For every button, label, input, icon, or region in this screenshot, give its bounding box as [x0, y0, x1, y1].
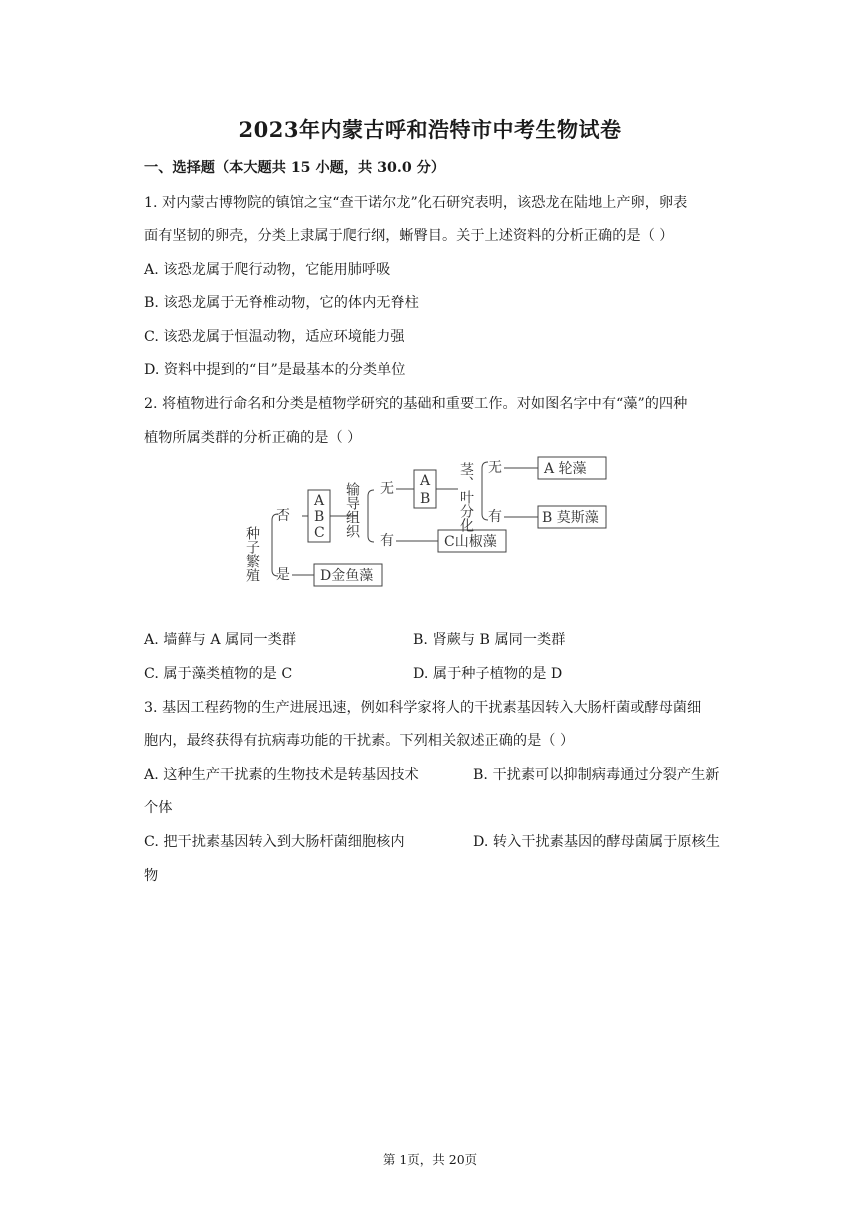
q1-option-b: B. 该恐龙属于无脊椎动物，它的体内无脊柱	[144, 295, 419, 311]
box-b-name: B 莫斯藻	[542, 510, 599, 526]
conducting-tissue-label: 输导组织	[344, 482, 360, 538]
box-d-name: D金鱼藻	[320, 568, 374, 584]
q3-option-d: D. 转入干扰素基因的酵母菌属于原核生	[473, 834, 720, 850]
q3-stem-line2: 胞内，最终获得有抗病毒功能的干扰素。下列相关叙述正确的是（ ）	[144, 733, 575, 749]
q3-options-row2	[144, 832, 744, 852]
q3-option-b: B. 干扰素可以抑制病毒通过分裂产生新	[473, 767, 720, 783]
q2-stem-line1: 2. 将植物进行命名和分类是植物学研究的基础和重要工作。对如图名字中有“藻”的四种	[144, 396, 688, 412]
q2-option-d: D. 属于种子植物的是 D	[413, 666, 563, 682]
conduct-no-label: 无	[380, 481, 394, 497]
box-abc-b: B	[314, 509, 325, 525]
branch-no-label: 否	[276, 508, 290, 524]
q2-options-row1	[144, 630, 744, 650]
box-c-name: C山椒藻	[444, 534, 497, 550]
conduct-yes-label: 有	[380, 533, 394, 549]
box-ab-b: B	[420, 491, 431, 507]
branch-yes-label: 是	[276, 567, 290, 583]
box-ab-a: A	[420, 473, 431, 489]
stem-leaf-label: 茎、叶分化	[458, 462, 474, 532]
q3-option-d-cont: 物	[144, 868, 159, 884]
q3-stem-line1: 3. 基因工程药物的生产进展迅速，例如科学家将人的干扰素基因转入大肠杆菌或酵母菌细	[144, 700, 702, 716]
stem-no-label: 无	[488, 460, 502, 476]
q2-option-b: B. 肾蕨与 B 属同一类群	[413, 632, 566, 648]
q3-option-b-cont: 个体	[144, 800, 173, 816]
page-footer: 第 1页，共 20页	[382, 1152, 478, 1167]
q2-option-c: C. 属于藻类植物的是 C	[144, 666, 293, 682]
q2-stem-line2: 植物所属类群的分析正确的是（ ）	[144, 430, 362, 446]
q3-option-c: C. 把干扰素基因转入到大肠杆菌细胞核内	[144, 834, 405, 850]
section-heading: 一、选择题（本大题共 15 小题，共 30.0 分）	[144, 160, 446, 176]
stem-yes-label: 有	[488, 509, 502, 525]
q1-stem-line2: 面有坚韧的卵壳，分类上隶属于爬行纲，蜥臀目。关于上述资料的分析正确的是（ ）	[144, 228, 674, 244]
seed-reproduction-label: 种子繁殖	[244, 526, 260, 582]
q3-option-a: A. 这种生产干扰素的生物技术是转基因技术	[144, 767, 419, 783]
plant-classification-diagram	[244, 448, 618, 593]
q1-stem-line1: 1. 对内蒙古博物院的镇馆之宝“查干诺尔龙”化石研究表明，该恐龙在陆地上产卵，卵表	[144, 195, 688, 211]
box-abc-c: C	[314, 525, 325, 541]
q3-options-row1	[144, 765, 744, 785]
box-abc-a: A	[314, 493, 325, 509]
q1-option-d: D. 资料中提到的“目”是最基本的分类单位	[144, 362, 406, 378]
q2-options-row2	[144, 664, 744, 684]
q1-option-c: C. 该恐龙属于恒温动物，适应环境能力强	[144, 329, 405, 345]
q2-option-a: A. 墙藓与 A 属同一类群	[144, 632, 297, 648]
page-title: 2023年内蒙古呼和浩特市中考生物试卷	[238, 117, 622, 142]
box-a-name: A 轮藻	[544, 461, 587, 477]
q1-option-a: A. 该恐龙属于爬行动物，它能用肺呼吸	[144, 262, 391, 278]
